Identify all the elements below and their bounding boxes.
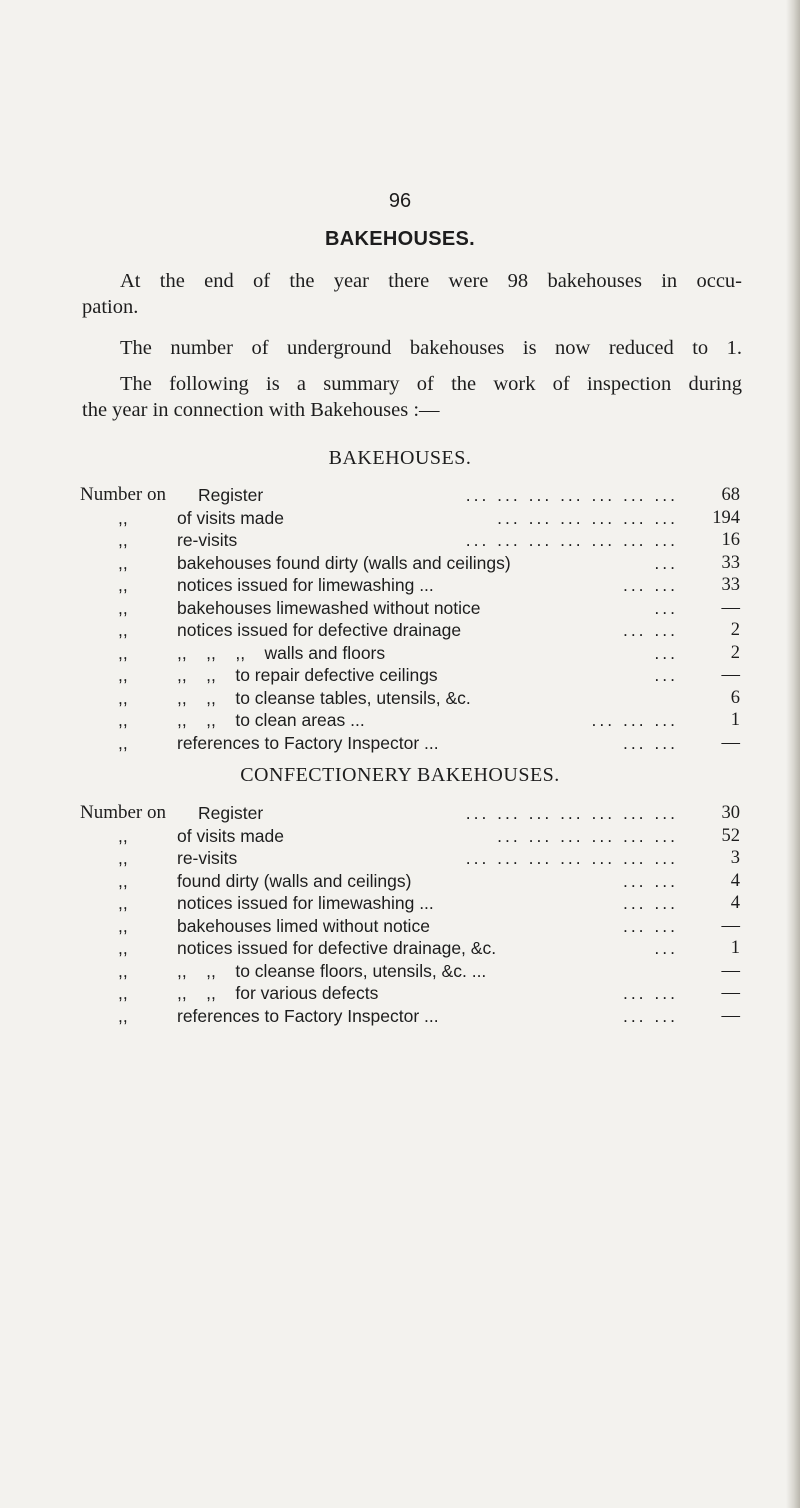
table-row bbox=[80, 552, 740, 575]
row-prefix: ,, bbox=[118, 552, 128, 573]
dot-leader: ... bbox=[654, 597, 678, 618]
row-value: 1 bbox=[730, 938, 740, 958]
row-prefix: ,, bbox=[118, 938, 128, 958]
row-value: 30 bbox=[721, 803, 740, 823]
row-label: notices issued for defective drainage, &c. bbox=[177, 938, 497, 958]
dot-leader: ... ... bbox=[622, 1005, 678, 1026]
table-row bbox=[80, 825, 740, 848]
row-label: bakehouses limed without notice bbox=[177, 915, 430, 936]
row-label: of visits made bbox=[177, 825, 284, 846]
row-prefix: Number on bbox=[80, 802, 167, 823]
row-label: ,, ,, for various defects bbox=[177, 983, 379, 1003]
row-prefix: ,, bbox=[118, 983, 128, 1003]
row-label: references to Factory Inspector ... bbox=[177, 732, 439, 753]
page-edge-shadow bbox=[786, 0, 800, 1508]
table-row bbox=[80, 574, 740, 597]
table-row bbox=[80, 847, 740, 870]
row-value: 194 bbox=[712, 507, 740, 528]
row-label: bakehouses found dirty (walls and ceilings) bbox=[177, 552, 511, 573]
dot-leader: ... ... bbox=[622, 915, 678, 936]
bakehouses-table bbox=[80, 484, 740, 754]
paragraph-underground bbox=[82, 335, 742, 361]
bakehouses-section-title: BAKEHOUSES. bbox=[328, 447, 472, 469]
row-value: — bbox=[721, 1005, 740, 1026]
dot-leader: ... ... bbox=[622, 893, 678, 913]
row-value: 6 bbox=[730, 687, 740, 708]
page-number: 96 bbox=[388, 190, 412, 212]
row-value: 4 bbox=[730, 870, 740, 891]
row-value: — bbox=[721, 665, 740, 685]
row-label: notices issued for limewashing ... bbox=[177, 575, 434, 595]
dot-leader: ... bbox=[654, 552, 678, 573]
row-value: 33 bbox=[721, 575, 740, 595]
dot-leader: ... ... ... ... ... ... ... bbox=[465, 803, 678, 823]
row-label: re-visits bbox=[177, 530, 238, 550]
table-row bbox=[80, 619, 740, 642]
table-row bbox=[80, 870, 740, 893]
row-value: 4 bbox=[730, 893, 740, 913]
row-prefix: ,, bbox=[118, 893, 128, 913]
row-value: — bbox=[721, 732, 740, 753]
row-value: — bbox=[721, 960, 740, 981]
page-heading: BAKEHOUSES. bbox=[325, 228, 475, 250]
confectionery-bakehouses-table bbox=[80, 802, 740, 1027]
row-prefix: ,, bbox=[118, 597, 128, 618]
row-label: Register bbox=[198, 803, 264, 823]
paragraph-summary-intro bbox=[82, 371, 742, 423]
row-label: of visits made bbox=[177, 507, 284, 528]
row-label: notices issued for limewashing ... bbox=[177, 893, 434, 913]
dot-leader: ... ... bbox=[622, 983, 678, 1003]
row-prefix: ,, bbox=[118, 642, 128, 663]
row-label: ,, ,, to cleanse tables, utensils, &c. bbox=[177, 687, 471, 708]
row-value: 16 bbox=[721, 530, 740, 550]
dot-leader: ... ... ... ... ... ... ... bbox=[465, 530, 678, 550]
row-label: re-visits bbox=[177, 848, 238, 868]
row-value: 52 bbox=[721, 825, 740, 846]
row-label: notices issued for defective drainage bbox=[177, 620, 462, 640]
dot-leader: ... bbox=[654, 642, 678, 663]
dot-leader: ... ... bbox=[622, 575, 678, 595]
row-prefix: ,, bbox=[118, 530, 128, 550]
table-row bbox=[80, 915, 740, 938]
paragraph-line: the year in connection with Bakehouses :— bbox=[82, 399, 440, 421]
row-label: ,, ,, to repair defective ceilings bbox=[177, 665, 438, 685]
row-prefix: ,, bbox=[118, 687, 128, 708]
row-value: 33 bbox=[721, 552, 740, 573]
table-row bbox=[80, 892, 740, 915]
row-prefix: ,, bbox=[118, 825, 128, 846]
row-value: 1 bbox=[730, 710, 740, 730]
dot-leader: ... ... bbox=[622, 732, 678, 753]
table-row bbox=[80, 937, 740, 960]
table-row bbox=[80, 1005, 740, 1028]
confectionery-section-title: CONFECTIONERY BAKEHOUSES. bbox=[240, 764, 560, 786]
dot-leader: ... ... bbox=[622, 620, 678, 640]
row-prefix: ,, bbox=[118, 710, 128, 730]
table-row bbox=[80, 597, 740, 620]
row-prefix: ,, bbox=[118, 507, 128, 528]
row-prefix: ,, bbox=[118, 870, 128, 891]
row-prefix: Number on bbox=[80, 484, 167, 505]
dot-leader: ... ... bbox=[622, 870, 678, 891]
row-label: references to Factory Inspector ... bbox=[177, 1005, 439, 1026]
table-row bbox=[80, 732, 740, 755]
row-prefix: ,, bbox=[118, 915, 128, 936]
dot-leader: ... bbox=[654, 665, 678, 685]
row-prefix: ,, bbox=[118, 665, 128, 685]
dot-leader: ... ... ... ... ... ... ... bbox=[465, 485, 678, 505]
row-label: ,, ,, ,, walls and floors bbox=[177, 642, 386, 663]
row-label: ,, ,, to cleanse floors, utensils, &c. ... bbox=[177, 960, 487, 981]
row-prefix: ,, bbox=[118, 732, 128, 753]
row-value: 68 bbox=[721, 485, 740, 505]
paragraph-line: The following is a summary of the work of inspection during bbox=[120, 373, 742, 395]
table-row bbox=[80, 664, 740, 687]
row-value: 2 bbox=[730, 620, 740, 640]
table-row bbox=[80, 642, 740, 665]
table-row bbox=[80, 507, 740, 530]
row-prefix: ,, bbox=[118, 848, 128, 868]
row-label: Register bbox=[198, 485, 264, 505]
row-value: 3 bbox=[730, 848, 740, 868]
row-label: ,, ,, to clean areas ... bbox=[177, 710, 365, 730]
paragraph-line: At the end of the year there were 98 bakehouses in occu- bbox=[120, 270, 742, 292]
table-row bbox=[80, 982, 740, 1005]
paragraph-occupation bbox=[82, 268, 742, 320]
dot-leader: ... ... ... ... ... ... bbox=[497, 507, 678, 528]
row-value: — bbox=[721, 915, 740, 936]
row-label: bakehouses limewashed without notice bbox=[177, 597, 481, 618]
table-row bbox=[80, 529, 740, 552]
row-value: — bbox=[721, 983, 740, 1003]
table-row bbox=[80, 960, 740, 983]
row-value: — bbox=[721, 597, 740, 618]
dot-leader: ... ... ... ... ... ... ... bbox=[465, 848, 678, 868]
dot-leader: ... ... ... ... ... ... bbox=[497, 825, 678, 846]
paragraph-line: The number of underground bakehouses is now reduced to 1. bbox=[120, 337, 742, 359]
dot-leader: ... ... ... bbox=[591, 710, 678, 730]
table-row bbox=[80, 802, 740, 825]
row-label: found dirty (walls and ceilings) bbox=[177, 870, 412, 891]
row-prefix: ,, bbox=[118, 575, 128, 595]
row-prefix: ,, bbox=[118, 620, 128, 640]
table-row bbox=[80, 709, 740, 732]
table-row bbox=[80, 687, 740, 710]
row-prefix: ,, bbox=[118, 1005, 128, 1026]
row-prefix: ,, bbox=[118, 960, 128, 981]
table-row bbox=[80, 484, 740, 507]
row-value: 2 bbox=[730, 642, 740, 663]
dot-leader: ... bbox=[654, 938, 678, 958]
paragraph-line: pation. bbox=[82, 296, 139, 318]
